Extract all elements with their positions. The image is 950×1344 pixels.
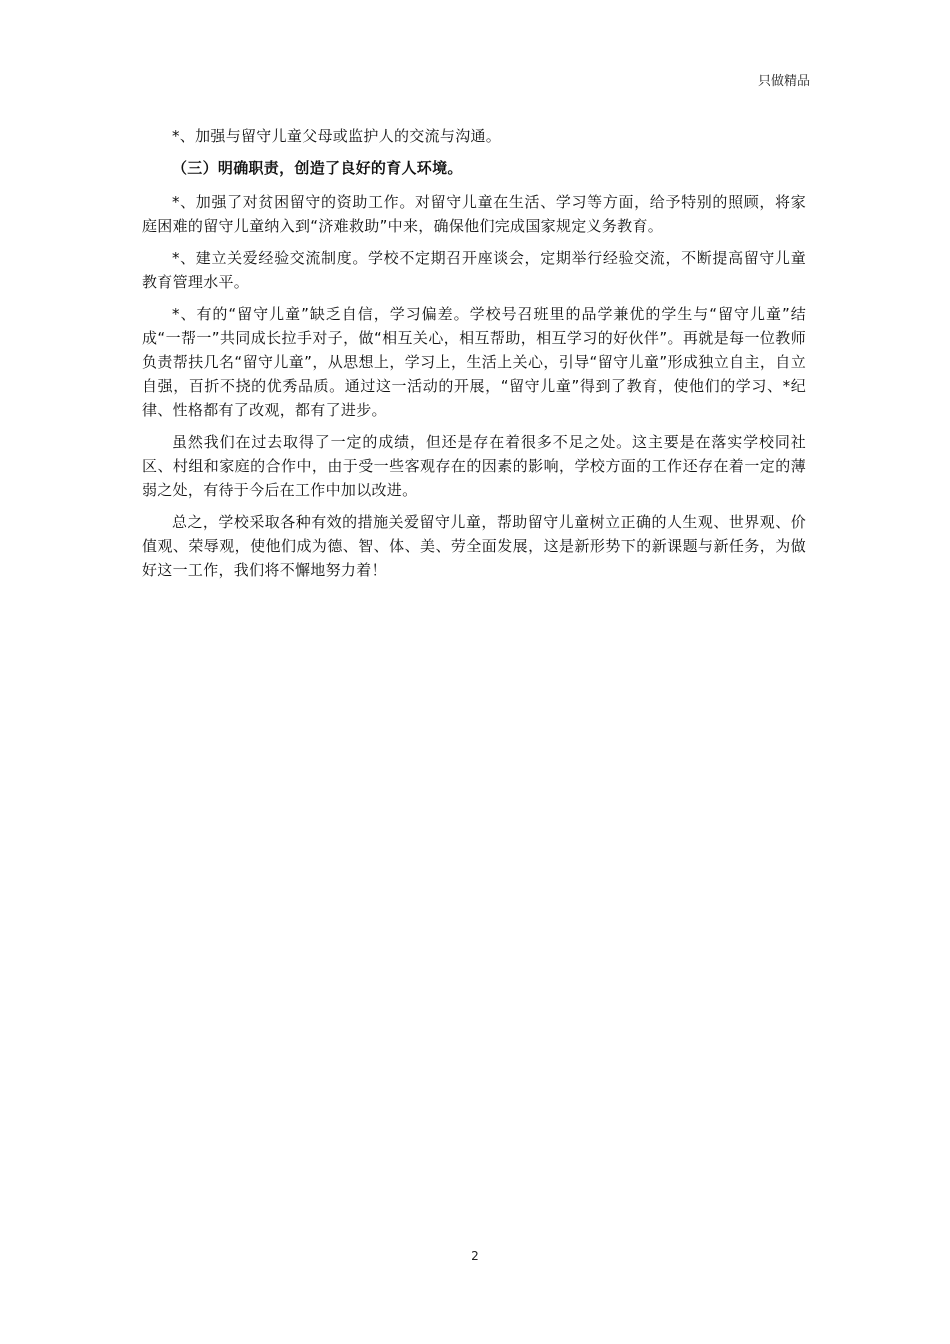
page-number: 2 (471, 1249, 479, 1263)
paragraph-peer-support: *、有的“留守儿童”缺乏自信，学习偏差。学校号召班里的品学兼优的学生与“留守儿童”结成“一帮一”共同成长拉手对子，做“相互关心，相互帮助，相互学习的好伙伴”。再就是每一位教师负责帮扶几名“留守儿童”，从思想上，学习上，生活上关心，引导“留守儿童”形成独立自主，自立自强，百折不挠的优秀品质。通过这一活动的开展，“留守儿童”得到了教育，使他们的学习、*纪律、性格都有了改观，都有了进步。 (142, 305, 806, 419)
paragraph-shortcomings: 虽然我们在过去取得了一定的成绩，但还是存在着很多不足之处。这主要是在落实学校同社区、村组和家庭的合作中，由于受一些客观存在的因素的影响，学校方面的工作还存在着一定的薄弱之处，有待于今后在工作中加以改进。 (142, 433, 806, 499)
paragraph-financial-aid: *、加强了对贫困留守的资助工作。对留守儿童在生活、学习等方面，给予特别的照顾，将家庭困难的留守儿童纳入到“济难救助”中来，确保他们完成国家规定义务教育。 (142, 193, 806, 235)
paragraph-conclusion: 总之，学校采取各种有效的措施关爱留守儿童，帮助留守儿童树立正确的人生观、世界观、价值观、荣辱观，使他们成为德、智、体、美、劳全面发展，这是新形势下的新课题与新任务，为做好这一工作，我们将不懈地努力着！ (142, 513, 806, 579)
paragraph-experience-exchange: *、建立关爱经验交流制度。学校不定期召开座谈会，定期举行经验交流，不断提高留守儿童教育管理水平。 (142, 249, 806, 291)
section-heading: （三）明确职责，创造了良好的育人环境。 (172, 159, 463, 177)
page-header: 只做精品 (757, 74, 810, 89)
paragraph-communication: *、加强与留守儿童父母或监护人的交流与沟通。 (172, 127, 502, 145)
document-body (142, 124, 806, 590)
